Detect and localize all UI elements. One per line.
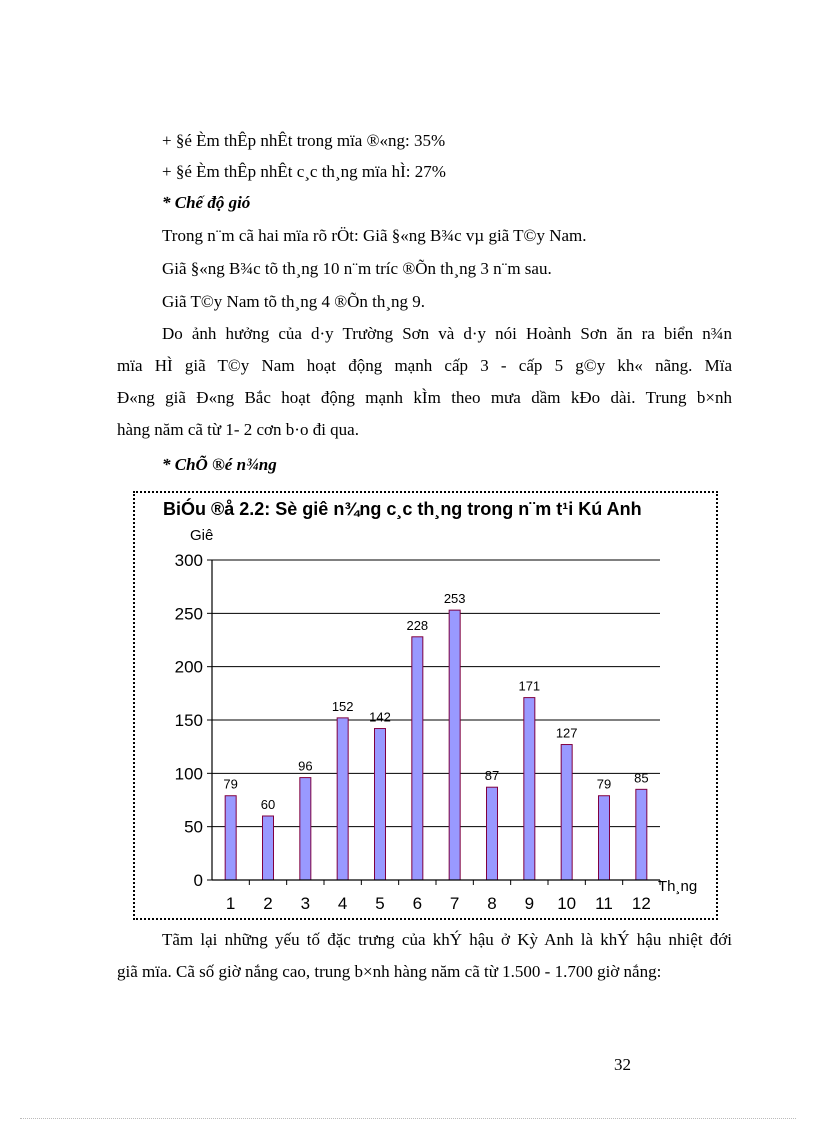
x-tick-label: 9 [524,894,535,913]
y-tick-label: 250 [174,604,203,624]
data-label: 253 [443,591,466,607]
x-tick-label: 6 [412,894,423,913]
x-tick-label: 1 [225,894,236,913]
paragraph-line: mïa HÌ giã T©y Nam hoạt động mạnh cấp 3 - cấp 5 g©y kh« nãng. Mïa [117,356,732,375]
wind-seasons-line: Trong n¨m cã hai mïa rõ rÖt: Giã §«ng B¾c vµ giã T©y Nam. [162,226,587,245]
paragraph-line: giã mïa. Cã số giờ nắng cao, trung b×nh hàng năm cã từ 1.500 - 1.700 giờ nắng: [117,962,662,981]
y-tick-label: 200 [174,657,203,677]
data-label: 60 [260,797,276,812]
y-tick-label: 150 [174,711,203,730]
y-axis-label: Giê [190,527,214,544]
data-label: 85 [634,770,649,786]
bar [599,796,610,880]
x-axis-label: Th¸ng [658,878,698,895]
x-tick-label: 12 [631,894,651,913]
paragraph-line: Do ảnh hưởng của d·y Trường Sơn và d·y nói Hoành Sơn ăn ra biển n¾n [162,324,732,343]
humidity-winter-line: + §é Èm thÊp nhÊt trong mïa ®«ng: 35% [162,131,446,150]
data-label: 96 [298,758,313,774]
y-tick-label: 300 [174,551,203,570]
bar [337,718,348,880]
bar [375,729,386,880]
x-tick-label: 8 [487,894,497,913]
page-bottom-rule [20,1118,796,1119]
chart-title: BiÓu ®å 2.2: Sè giê n¾ng c¸c th¸ng trong n¨m t¹i Kú Anh [163,499,642,519]
data-label: 127 [555,725,578,741]
paragraph-line: hàng năm cã từ 1- 2 cơn b·o đi qua. [117,420,359,439]
bar [636,789,647,880]
wind-regime-heading: * Chế độ gió [162,193,251,212]
paragraph-line: Tãm lại những yếu tố đặc trưng của khÝ hậu ở Kỳ Anh là khÝ hậu nhiệt đới [162,930,732,949]
y-tick-label: 50 [184,817,203,837]
x-tick-label: 2 [263,894,273,913]
northeast-wind-line: Giã §«ng B¾c tõ th¸ng 10 n¨m tríc ®Õn th¸ng 3 n¨m sau. [162,259,552,278]
humidity-summer-line: + §é Èm thÊp nhÊt c¸c th¸ng mïa hÌ: 27% [162,162,446,181]
x-tick-label: 5 [375,894,385,913]
data-label: 142 [369,709,391,725]
data-label: 87 [484,768,500,784]
data-label: 79 [223,776,238,792]
y-tick-label: 100 [174,764,203,784]
data-label: 228 [406,617,429,633]
bar [225,796,236,880]
y-tick-label: 0 [193,871,203,890]
paragraph-line: Đ«ng giã Đ«ng Bắc hoạt động mạnh kÌm theo mưa dầm kÐo dài. Trung b×nh [117,388,732,407]
sunshine-regime-heading: * ChÕ ®é n¾ng [162,455,277,474]
bar [561,745,572,880]
x-tick-label: 10 [557,894,577,913]
bar [449,610,460,880]
bar [300,778,311,880]
bar [412,637,423,880]
x-tick-label: 7 [449,894,460,913]
data-label: 171 [518,678,541,694]
x-tick-label: 3 [300,894,311,913]
x-tick-label: 4 [337,894,348,913]
page-number: 32 [614,1055,631,1074]
x-tick-label: 11 [595,894,613,913]
data-label: 152 [331,698,354,714]
data-label: 79 [596,776,612,792]
bar [524,698,535,880]
southwest-wind-line: Giã T©y Nam tõ th¸ng 4 ®Õn th¸ng 9. [162,292,426,311]
bar [263,816,274,880]
bar [487,787,498,880]
